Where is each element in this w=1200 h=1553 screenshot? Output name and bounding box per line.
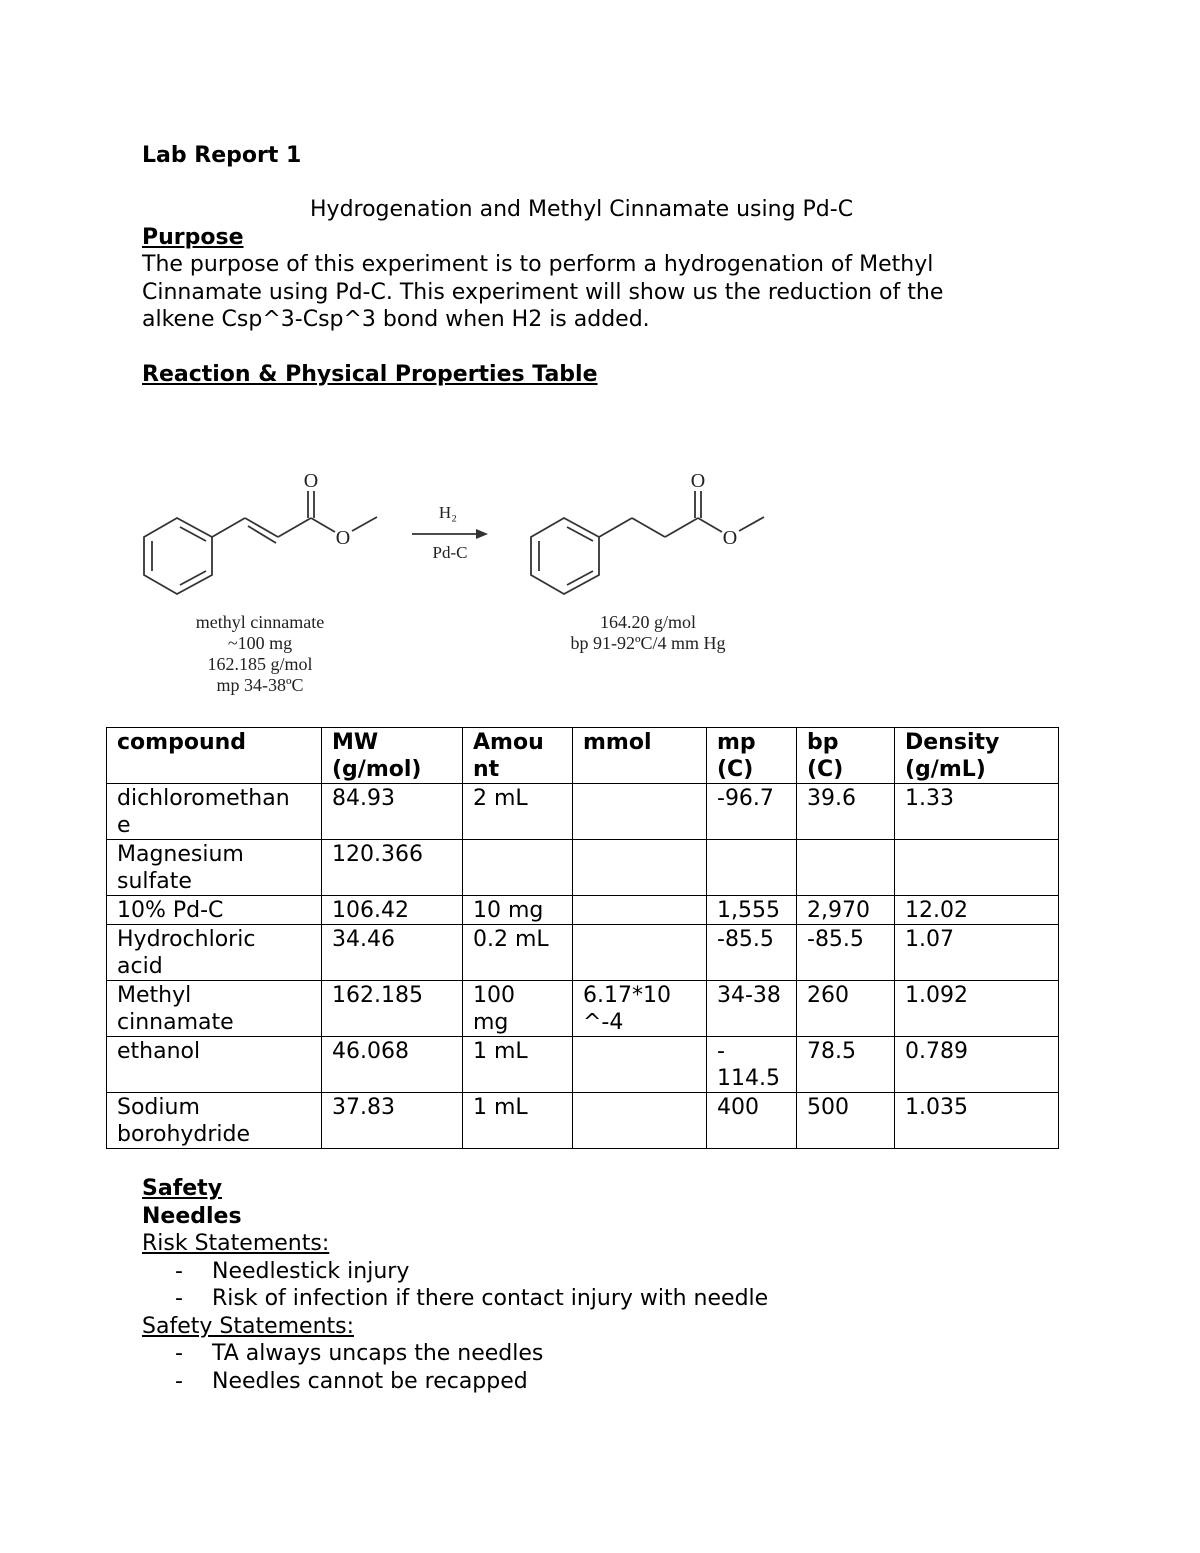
cell-text: Sodium [117,1095,200,1120]
cell-text: ^-4 [583,1010,624,1035]
table-cell [322,784,463,840]
risk-item-1: Needlestick injury [212,1259,410,1284]
table-cell [707,896,797,925]
cell-text: 2,970 [807,898,870,923]
header-text: (C) [807,757,844,782]
cell-text [717,841,786,868]
reactant-ester-oxygen: O [335,527,351,549]
cell-text: 12.02 [905,898,968,923]
table-cell [107,784,322,840]
cell-text: 500 [807,1095,849,1120]
table-cell [463,840,573,896]
table-cell [463,925,573,981]
table-row [107,1037,1059,1093]
table-cell [573,896,707,925]
cell-text [583,1038,696,1065]
cell-text: 1.07 [905,927,954,952]
cell-text [583,1094,696,1121]
table-cell [573,1037,707,1093]
table-cell [107,1093,322,1149]
product-label-bp: bp 91-92ºC/4 mm Hg [570,633,726,653]
header-text: mmol [583,730,652,755]
header-text: Density [905,730,1000,755]
table-row [107,1093,1059,1149]
bullet-dash: - [175,1286,183,1311]
cell-text: 10 mg [473,898,544,923]
header-text: MW [332,730,379,755]
table-cell [573,840,707,896]
table-cell [107,981,322,1037]
risk-statements-label: Risk Statements: [142,1231,330,1256]
table-header-cell [797,728,895,784]
table-cell [322,896,463,925]
product-label-mw: 164.20 g/mol [599,612,697,632]
cell-text: -85.5 [717,927,774,952]
reactant-carbonyl-oxygen: O [303,470,319,492]
cell-text: 39.6 [807,786,856,811]
cell-text: 1.035 [905,1095,968,1120]
header-text: (g/mol) [332,757,422,782]
cell-text: 100 [473,983,515,1008]
cell-text: borohydride [117,1122,251,1147]
table-cell [463,896,573,925]
table-cell [707,840,797,896]
cell-text: e [117,813,131,838]
cell-text: cinnamate [117,1010,234,1035]
cell-text: 84.93 [332,786,395,811]
product-ester-oxygen: O [722,527,738,549]
cell-text: 10% Pd-C [117,898,224,923]
reaction-arrowhead [476,529,488,539]
cell-text: 162.185 [332,983,423,1008]
table-header-cell [573,728,707,784]
table-cell [707,1093,797,1149]
purpose-line-2: Cinnamate using Pd-C. This experiment will show us the reduction of the [142,280,944,305]
header-text: nt [473,757,500,782]
cell-text: 46.068 [332,1039,409,1064]
table-cell [895,1093,1059,1149]
cell-text: Methyl [117,983,192,1008]
table-row [107,925,1059,981]
table-cell [797,981,895,1037]
reagent-catalyst: Pd-C [432,543,468,562]
table-header-cell [463,728,573,784]
reactant-label-mw: 162.185 g/mol [207,654,313,674]
cell-text: 120.366 [332,842,423,867]
table-cell [797,896,895,925]
table-cell [573,1093,707,1149]
cell-text: 1.33 [905,786,954,811]
reagent-h2: H₂ [438,503,458,522]
cell-text: 78.5 [807,1039,856,1064]
cell-text: ethanol [117,1039,201,1064]
table-cell [463,981,573,1037]
table-cell [895,896,1059,925]
table-header-cell [895,728,1059,784]
cell-text: 37.83 [332,1095,395,1120]
cell-text: 1 mL [473,1039,528,1064]
cell-text: 34-38 [717,983,781,1008]
cell-text: Hydrochloric [117,927,256,952]
table-cell [707,1037,797,1093]
table-header-cell [707,728,797,784]
table-cell [895,925,1059,981]
header-text: Amou [473,730,544,755]
cell-text [807,841,884,868]
cell-text [583,785,696,812]
cell-text: 0.2 mL [473,927,549,952]
purpose-heading: Purpose [142,225,244,250]
table-cell [895,1037,1059,1093]
table-header-row [107,728,1059,784]
cell-text: 114.5 [717,1066,780,1091]
cell-text: sulfate [117,869,192,894]
table-cell [797,840,895,896]
cell-text [583,926,696,953]
table-cell [573,981,707,1037]
cell-text: 34.46 [332,927,395,952]
table-cell [107,896,322,925]
table-cell [895,981,1059,1037]
reactant-label-name: methyl cinnamate [195,612,325,632]
header-text: compound [117,730,247,755]
table-header-cell [107,728,322,784]
cell-text: 260 [807,983,849,1008]
cell-text: 0.789 [905,1039,968,1064]
table-cell [107,1037,322,1093]
table-cell [463,1093,573,1149]
cell-text: 1 mL [473,1095,528,1120]
table-cell [797,1037,895,1093]
purpose-line-3: alkene Csp^3-Csp^3 bond when H2 is added. [142,307,650,332]
bullet-dash: - [175,1341,183,1366]
table-row [107,784,1059,840]
physical-properties-table [106,727,1059,1149]
table-cell [895,784,1059,840]
cell-text [473,841,562,868]
cell-text: Magnesium [117,842,244,867]
cell-text: 6.17*10 [583,983,671,1008]
cell-text: 400 [717,1095,759,1120]
table-cell [573,925,707,981]
table-cell [322,840,463,896]
reaction-heading: Reaction & Physical Properties Table [142,362,598,387]
product-carbonyl-oxygen: O [690,470,706,492]
table-cell [797,784,895,840]
table-cell [463,784,573,840]
table-cell [707,981,797,1037]
table-cell [322,981,463,1037]
table-cell [322,1037,463,1093]
needles-subheading: Needles [142,1204,242,1229]
header-text: (C) [717,757,754,782]
risk-item-2: Risk of infection if there contact injury with needle [212,1286,769,1311]
table-cell [107,925,322,981]
purpose-line-1: The purpose of this experiment is to perform a hydrogenation of Methyl [142,252,934,277]
safety-heading: Safety [142,1176,223,1201]
cell-text: 106.42 [332,898,409,923]
table-cell [573,784,707,840]
header-text: mp [717,730,756,755]
cell-text [583,841,696,868]
bullet-dash: - [175,1369,183,1394]
table-cell [707,925,797,981]
table-row [107,840,1059,896]
table-cell [895,840,1059,896]
safety-item-1: TA always uncaps the needles [212,1341,544,1366]
table-cell [797,925,895,981]
reaction-scheme [130,455,790,705]
document-subtitle: Hydrogenation and Methyl Cinnamate using Pd-C [310,197,854,222]
table-cell [322,925,463,981]
cell-text: -96.7 [717,786,774,811]
reactant-label-mp: mp 34-38ºC [216,675,304,695]
safety-item-2: Needles cannot be recapped [212,1369,528,1394]
cell-text: mg [473,1010,509,1035]
table-cell [797,1093,895,1149]
safety-statements-label: Safety Statements: [142,1314,355,1339]
cell-text: - [717,1039,725,1064]
table-header-cell [322,728,463,784]
reactant-label-amount: ~100 mg [227,633,293,653]
header-text: bp [807,730,839,755]
cell-text [583,897,696,924]
cell-text: 1,555 [717,898,780,923]
cell-text: dichloromethan [117,786,290,811]
table-cell [463,1037,573,1093]
cell-text [905,841,1048,868]
bullet-dash: - [175,1259,183,1284]
table-row [107,981,1059,1037]
cell-text: acid [117,954,163,979]
header-text: (g/mL) [905,757,986,782]
cell-text: 1.092 [905,983,968,1008]
cell-text: 2 mL [473,786,528,811]
table-cell [107,840,322,896]
table-cell [707,784,797,840]
cell-text: -85.5 [807,927,864,952]
table-cell [322,1093,463,1149]
report-title: Lab Report 1 [142,143,302,168]
table-row [107,896,1059,925]
